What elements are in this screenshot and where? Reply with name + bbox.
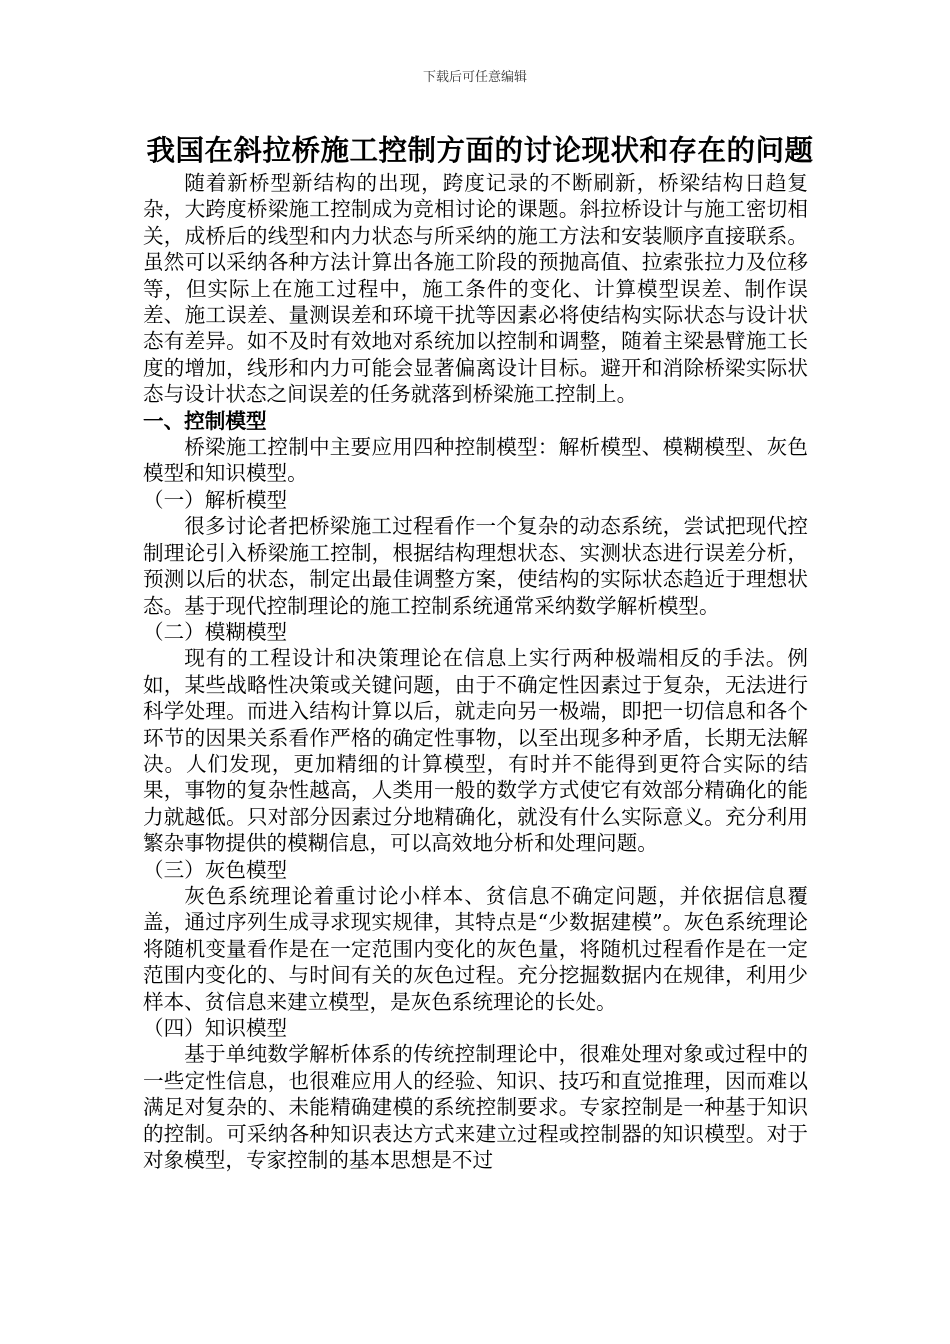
document-body bbox=[143, 170, 808, 1173]
section-heading-control-model: 一、控制模型 bbox=[143, 408, 267, 433]
subheading-analytic-model: （一）解析模型 bbox=[143, 487, 288, 512]
subheading-grey-model: （三）灰色模型 bbox=[143, 857, 288, 882]
subheading-fuzzy-model: （二）模糊模型 bbox=[143, 619, 288, 644]
analytic-model-paragraph: 很多讨论者把桥梁施工过程看作一个复杂的动态系统，尝试把现代控制理论引入桥梁施工控制，根据结构理想状态、实测状态进行误差分析，预测以后的状态，制定出最佳调整方案，使结构的实际状态趋近于理想状态。基于现代控制理论的施工控制系统通常采纳数学解析模型。 bbox=[143, 514, 808, 618]
section-intro-paragraph: 桥梁施工控制中主要应用四种控制模型：解析模型、模糊模型、灰色模型和知识模型。 bbox=[143, 435, 808, 486]
knowledge-model-paragraph: 基于单纯数学解析体系的传统控制理论中，很难处理对象或过程中的一些定性信息，也很难应用人的经验、知识、技巧和直觉推理，因而难以满足对复杂的、未能精确建模的系统控制要求。专家控制是一种基于知识的控制。可采纳各种知识表达方式来建立过程或控制器的知识模型。对于对象模型，专家控制的基本思想是不过 bbox=[143, 1042, 808, 1173]
subheading-knowledge-model: （四）知识模型 bbox=[143, 1016, 288, 1040]
intro-paragraph: 随着新桥型新结构的出现，跨度记录的不断刷新，桥梁结构日趋复杂，大跨度桥梁施工控制成为竞相讨论的课题。斜拉桥设计与施工密切相关，成桥后的线型和内力状态与所采纳的施工方法和安装顺序直接联系。虽然可以采纳各种方法计算出各施工阶段的预抛高值、拉索张拉力及位移等，但实际上在施工过程中，施工条件的变化、计算模型误差、制作误差、施工误差、量测误差和环境干扰等因素必将使结构实际状态与设计状态有差异。如不及时有效地对系统加以控制和调整，随着主梁悬臂施工长度的增加，线形和内力可能会显著偏离设计目标。避开和消除桥梁实际状态与设计状态之间误差的任务就落到桥梁施工控制上。 bbox=[143, 171, 808, 407]
fuzzy-model-paragraph: 现有的工程设计和决策理论在信息上实行两种极端相反的手法。例如，某些战略性决策或关键问题，由于不确定性因素过于复杂，无法进行科学处理。而进入结构计算以后，就走向另一极端，即把一切信息和各个环节的因果关系看作严格的确定性事物，以至出现多种矛盾，长期无法解决。人们发现，更加精细的计算模型，有时并不能得到更符合实际的结果，事物的复杂性越高，人类用一般的数学方式使它有效部分精确化的能力就越低。只对部分因素过分地精确化，就没有什么实际意义。充分利用繁杂事物提供的模糊信息，可以高效地分析和处理问题。 bbox=[143, 646, 808, 856]
page-title: 我国在斜拉桥施工控制方面的讨论现状和存在的问题 bbox=[146, 133, 814, 167]
grey-model-paragraph: 灰色系统理论着重讨论小样本、贫信息不确定问题，并依据信息覆盖，通过序列生成寻求现实规律，其特点是“少数据建模”。灰色系统理论将随机变量看作是在一定范围内变化的灰色量，将随机过程看作是在一定范围内变化的、与时间有关的灰色过程。充分挖掘数据内在规律，利用少样本、贫信息来建立模型，是灰色系统理论的长处。 bbox=[143, 883, 808, 1014]
header-note: 下载后可任意编辑 bbox=[422, 70, 527, 85]
